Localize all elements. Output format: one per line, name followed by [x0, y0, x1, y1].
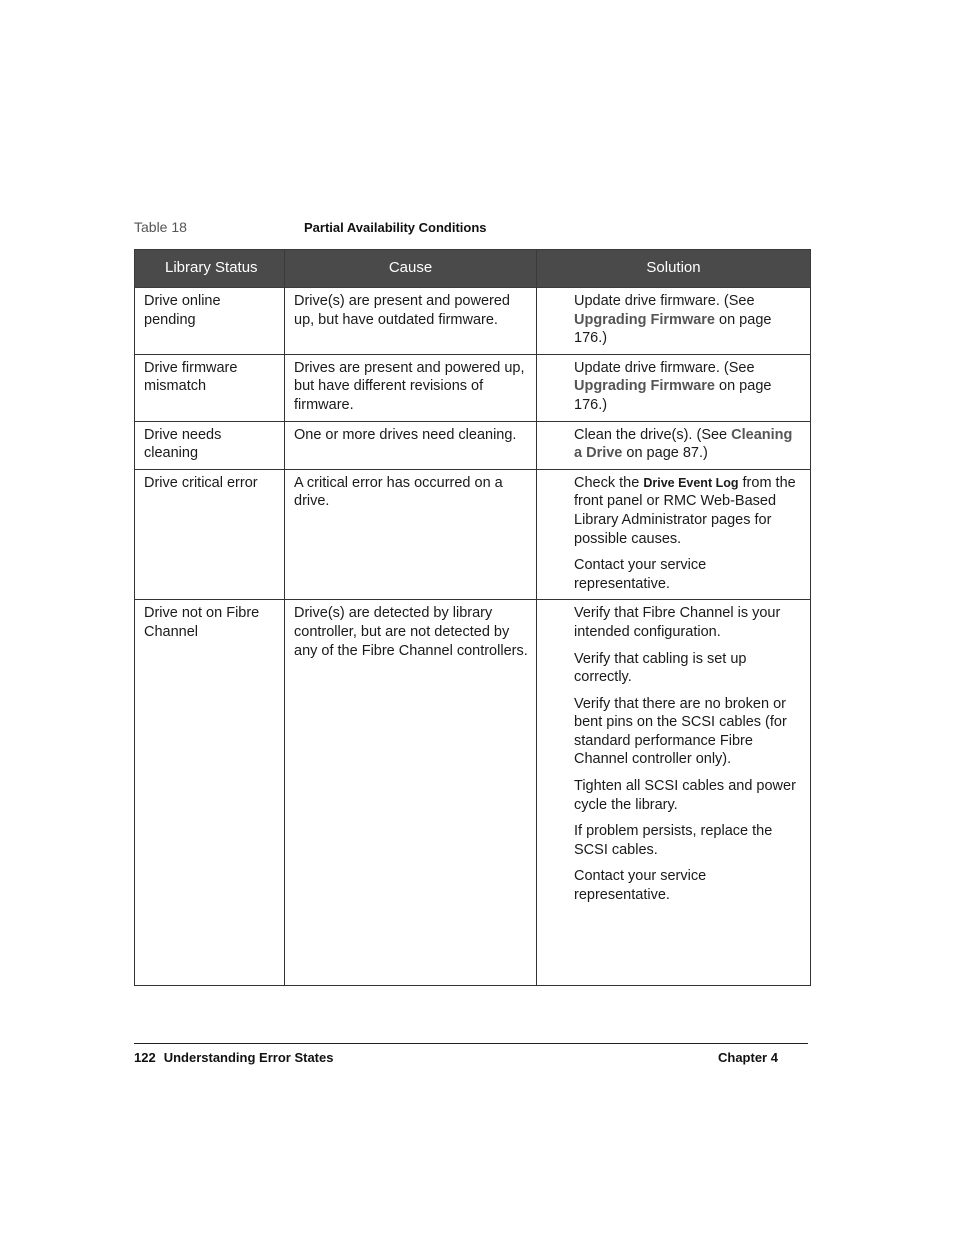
solution-text: Clean the drive(s). (See: [574, 426, 732, 443]
cross-reference-link[interactable]: Cleaning a Drive: [574, 426, 793, 462]
table-caption: [134, 219, 814, 239]
solution-text: Verify that Fibre Channel is your intended configuration.: [574, 605, 781, 640]
solution-text: Update drive firmware. (See: [574, 293, 755, 309]
solution-text: If problem persists, replace the SCSI cables.: [574, 823, 773, 858]
status-cell: Drive firmware mismatch: [135, 354, 285, 421]
page-number: 122: [134, 1050, 156, 1065]
solution-paragraph: [574, 292, 800, 348]
cause-cell: Drive(s) are detected by library controller, but are not detected by any of the Fibre Channel controllers.: [285, 600, 537, 986]
solution-text: Verify that there are no broken or bent pins on the SCSI cables (for standard performance Fibre Channel controller only).: [574, 695, 787, 768]
solution-text: Verify that cabling is set up correctly.: [574, 650, 747, 686]
solution-paragraph: [574, 777, 800, 814]
solution-text: Update drive firmware. (See: [574, 359, 755, 376]
chapter-label: Chapter 4: [718, 1050, 778, 1065]
cause-cell: One or more drives need cleaning.: [285, 421, 537, 469]
solution-cell: [537, 288, 811, 355]
solution-paragraph: [574, 695, 800, 769]
status-cell: Drive critical error: [135, 469, 285, 600]
cross-reference-link[interactable]: Upgrading Firmware: [574, 311, 715, 328]
solution-text: on page 176.): [574, 378, 772, 413]
solution-text: Contact your service representative.: [574, 557, 707, 592]
status-cell: Drive not on Fibre Channel: [135, 600, 285, 986]
emphasis-text: Drive Event Log: [643, 475, 739, 490]
header-cause: Cause: [285, 250, 537, 288]
table-number: Table 18: [134, 219, 187, 235]
solution-paragraph: [574, 650, 800, 687]
page-footer: [134, 1050, 333, 1065]
cause-cell: A critical error has occurred on a drive.: [285, 469, 537, 600]
table-row: [135, 469, 811, 600]
solution-text: Tighten all SCSI cables and power cycle the library.: [574, 778, 796, 813]
solution-paragraph: [574, 556, 800, 593]
section-title: Understanding Error States: [163, 1050, 334, 1065]
solution-text: Check the: [574, 474, 644, 491]
table-row: [135, 600, 811, 986]
status-cell: Drive online pending: [135, 288, 285, 355]
table-row: [135, 421, 811, 469]
table-row: [135, 354, 811, 421]
solution-paragraph: [574, 474, 800, 548]
cause-cell: Drive(s) are present and powered up, but have outdated firmware.: [285, 288, 537, 355]
solution-text: Contact your service representative.: [574, 868, 707, 904]
solution-paragraph: [574, 426, 800, 463]
table-row: [135, 288, 811, 355]
solution-cell: [537, 600, 811, 986]
table-body: [135, 288, 811, 986]
solution-cell: [537, 354, 811, 421]
solution-paragraph: [574, 604, 800, 641]
cross-reference-link[interactable]: Upgrading Firmware: [574, 378, 715, 395]
solution-paragraph: [574, 359, 800, 415]
solution-paragraph: [574, 867, 800, 904]
solution-paragraph: [574, 822, 800, 859]
solution-text: on page 176.): [574, 311, 772, 347]
header-library-status: Library Status: [135, 250, 285, 288]
table-header-row: [135, 250, 811, 288]
footer-rule: [134, 1043, 808, 1044]
solution-text: from the front panel or RMC Web-Based Library Administrator pages for possible causes.: [574, 474, 796, 547]
solution-cell: [537, 469, 811, 600]
status-cell: Drive needs cleaning: [135, 421, 285, 469]
solution-cell: [537, 421, 811, 469]
cause-cell: Drives are present and powered up, but have different revisions of firmware.: [285, 354, 537, 421]
solution-text: on page 87.): [622, 445, 708, 462]
partial-availability-table: [134, 249, 811, 986]
table-title: Partial Availability Conditions: [304, 220, 487, 235]
header-solution: Solution: [537, 250, 811, 288]
